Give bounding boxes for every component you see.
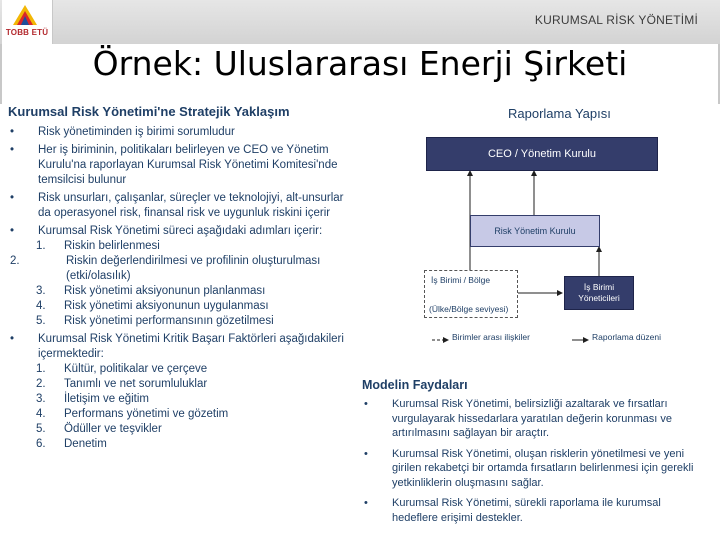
success-factor: [38, 422, 348, 437]
process-step: [38, 299, 348, 314]
factor-number: 2.: [36, 378, 46, 390]
legend-solid-label: Raporlama düzeni: [592, 332, 661, 342]
factor-text: Denetim: [64, 438, 107, 450]
factor-number: 1.: [36, 363, 46, 375]
unit-level-label: (Ülke/Bölge seviyesi): [429, 304, 509, 314]
factor-text: Performans yönetimi ve gözetim: [64, 408, 229, 420]
step-text: Riskin değerlendirilmesi ve profilinin oluşturulması (etki/olasılık): [66, 255, 321, 282]
risk-committee-box: Risk Yönetim Kurulu: [470, 215, 600, 247]
factor-text: Tanımlı ve net sorumluluklar: [64, 378, 208, 390]
step-number: 3.: [36, 285, 46, 297]
factor-text: Kültür, politikalar ve çerçeve: [64, 363, 208, 375]
process-step: [38, 314, 348, 329]
benefit-item: [362, 447, 696, 491]
approach-item-text: Kurumsal Risk Yönetimi süreci aşağıdaki adımları içerir:: [38, 225, 323, 237]
success-factor: [38, 407, 348, 422]
approach-item: [8, 332, 348, 452]
approach-item: [8, 224, 348, 329]
diagram-title: Raporlama Yapısı: [508, 106, 611, 121]
approach-item-text: Risk unsurları, çalışanlar, süreçler ve teknolojiyi, alt-unsurlar da operasyonel risk, finansal risk ve uygunluk riskini içerir: [38, 192, 344, 219]
approach-title: Kurumsal Risk Yönetimi'ne Stratejik Yaklaşım: [8, 104, 290, 119]
factor-number: 5.: [36, 423, 46, 435]
benefits-list: [362, 397, 696, 528]
approach-item-text: Risk yönetiminden iş birimi sorumludur: [38, 126, 235, 138]
step-text: Risk yönetimi aksiyonunun uygulanması: [64, 300, 269, 312]
approach-item-text: Her iş biriminin, politikaları belirleyen ve CEO ve Yönetim Kurulu'na raporlayan Kurumsal Risk Yönetimi Komitesi'nde temsilcisi bulunur: [38, 144, 338, 186]
step-number: 4.: [36, 300, 46, 312]
business-unit-box: [424, 270, 518, 318]
success-factor: [38, 377, 348, 392]
factor-number: 4.: [36, 408, 46, 420]
step-number: 2.: [10, 255, 20, 267]
benefits-title: Modelin Faydaları: [362, 378, 468, 392]
process-steps: [10, 239, 348, 329]
logo-text: TOBB ETÜ: [5, 28, 49, 37]
step-text: Risk yönetimi aksiyonunun planlanması: [64, 285, 266, 297]
process-step: [38, 284, 348, 299]
step-number: 1.: [36, 240, 46, 252]
step-text: Riskin belirlenmesi: [64, 240, 160, 252]
factor-text: İletişim ve eğitim: [64, 393, 149, 405]
benefit-item: [362, 496, 696, 525]
header-title: KURUMSAL RİSK YÖNETİMİ: [534, 13, 698, 27]
page-title: Örnek: Uluslararası Enerji Şirketi: [92, 44, 628, 83]
reporting-structure-diagram: [418, 104, 708, 354]
success-factor: [38, 437, 348, 452]
factor-number: 3.: [36, 393, 46, 405]
benefit-item: [362, 397, 696, 441]
success-factor: [38, 392, 348, 407]
tobb-etu-logo: [2, 0, 53, 44]
factor-text: Ödüller ve teşvikler: [64, 423, 162, 435]
process-step: [10, 254, 348, 284]
process-step: [38, 239, 348, 254]
success-factors: [38, 362, 348, 452]
ceo-board-box: CEO / Yönetim Kurulu: [426, 137, 658, 171]
approach-item: [8, 125, 348, 140]
approach-item: [8, 143, 348, 188]
benefit-text: Kurumsal Risk Yönetimi, sürekli raporlama ile kurumsal hedeflere erişimi destekler.: [392, 497, 661, 524]
approach-list: [8, 125, 348, 455]
approach-item-text: Kurumsal Risk Yönetimi Kritik Başarı Faktörleri aşağıdakileri içermektedir:: [38, 333, 344, 360]
unit-label: İş Birimi / Bölge: [431, 275, 491, 285]
approach-item: [8, 191, 348, 221]
unit-managers-box: İş Birimi Yöneticileri: [564, 276, 634, 310]
benefit-text: Kurumsal Risk Yönetimi, belirsizliği azaltarak ve fırsatları vurgulayarak hissedarlara yaratılan değerin korunması ve artırılmasını sağlayan bir araçtır.: [392, 398, 673, 439]
logo-mark-icon: [12, 4, 38, 26]
benefit-text: Kurumsal Risk Yönetimi, oluşan risklerin yönetilmesi ve yeni girilen rekabetçi bir ortamda fırsatların belirlenmesi için gerekli yetkinliklerin oluşmasını sağlar.: [392, 447, 694, 489]
success-factor: [38, 362, 348, 377]
factor-number: 6.: [36, 438, 46, 450]
step-text: Risk yönetimi performansının gözetilmesi: [64, 315, 274, 327]
legend-dashed-label: Birimler arası ilişkiler: [452, 332, 530, 342]
step-number: 5.: [36, 315, 46, 327]
